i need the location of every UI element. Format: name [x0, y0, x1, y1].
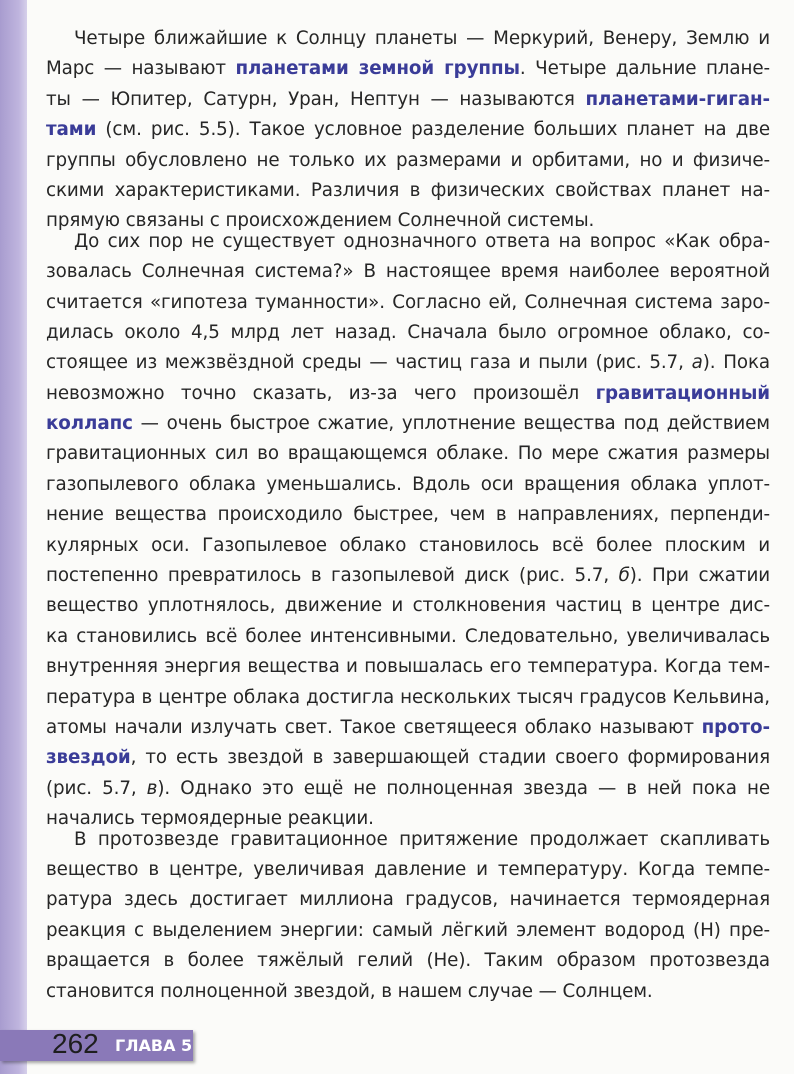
page-footer: [0, 1030, 193, 1061]
key-term: тами: [46, 119, 97, 141]
text-segment: ты — Юпитер, Сатурн, Уран, Нептун — называются: [46, 88, 586, 110]
text-segment: вещество уплотнялось, движение и столкновения частиц в центре дис-: [46, 595, 770, 617]
body-text: [46, 24, 770, 1002]
text-line: [46, 885, 770, 915]
text-segment: б: [618, 565, 630, 587]
text-segment: начались термоядерные реакции.: [46, 808, 374, 830]
paragraph: [46, 227, 770, 835]
text-line: [46, 348, 770, 378]
text-segment: невозможно точно сказать, из-за чего произошёл: [46, 382, 596, 404]
text-line: [46, 825, 770, 855]
key-term: гравитационный: [595, 382, 770, 404]
text-segment: реакция с выделением энергии: самый лёгкий элемент водород (H) пре-: [46, 919, 770, 941]
text-line: [46, 561, 770, 591]
text-segment: ). При сжатии: [629, 565, 770, 587]
text-segment: дилась около 4,5 млрд лет назад. Сначала было огромное облако, со-: [46, 321, 770, 343]
key-term: коллапс: [46, 413, 133, 435]
text-line: [46, 500, 770, 530]
text-segment: а: [691, 352, 703, 374]
text-segment: ). Пока: [702, 352, 770, 374]
text-segment: Марс — называют: [46, 58, 236, 80]
text-segment: считается «гипотеза туманности». Согласно ей, Солнечная система заро-: [46, 291, 770, 313]
text-segment: В протозвезде гравитационное притяжение продолжает скапливать: [74, 828, 770, 850]
text-segment: становится полноценной звездой, в нашем случае — Солнцем.: [46, 980, 653, 1002]
text-segment: До сих пор не существует однозначного ответа на вопрос «Как обра-: [74, 230, 770, 252]
text-segment: вещество в центре, увеличивая давление и температуру. Когда темпе-: [46, 858, 770, 880]
text-line: [46, 85, 770, 115]
text-line: [46, 977, 770, 1007]
key-term: звездой: [46, 747, 131, 769]
text-segment: атомы начали излучать свет. Такое светящееся облако называют: [46, 716, 702, 738]
chapter-label: ГЛАВА 5: [115, 1036, 193, 1055]
paragraph: [46, 825, 770, 1007]
text-segment: ратура здесь достигает миллиона градусов, начинается термоядерная: [46, 889, 770, 911]
text-line: [46, 916, 770, 946]
text-line: [46, 115, 770, 145]
text-segment: ). Однако это ещё не полноценная звезда — в ней пока не: [157, 777, 770, 799]
text-line: [46, 146, 770, 176]
text-segment: в: [146, 777, 158, 799]
text-line: [46, 683, 770, 713]
text-line: [46, 318, 770, 348]
text-line: [46, 622, 770, 652]
text-segment: , то есть звездой в завершающей стадии своего формирования: [130, 747, 770, 769]
text-line: [46, 470, 770, 500]
page-edge-strip: [0, 0, 27, 1074]
text-segment: (рис. 5.7,: [46, 777, 147, 799]
text-line: [46, 652, 770, 682]
text-segment: гравитационных сил во вращающемся облаке. По мере сжатия размеры: [46, 443, 770, 465]
text-segment: газопылевого облака уменьшались. Вдоль оси вращения облака уплот-: [46, 473, 770, 495]
text-segment: — очень быстрое сжатие, уплотнение вещества под действием: [132, 413, 770, 435]
text-line: [46, 439, 770, 469]
text-line: [46, 743, 770, 773]
text-line: [46, 713, 770, 743]
key-term: планетами-гиган-: [585, 88, 770, 110]
text-segment: стоящее из межзвёздной среды — частиц газа и пыли (рис. 5.7,: [46, 352, 692, 374]
text-segment: ка становились всё более интенсивными. Следовательно, увеличивалась: [46, 625, 770, 647]
text-line: [46, 774, 770, 804]
text-line: [46, 257, 770, 287]
text-segment: нение вещества происходило быстрее, чем в направлениях, перпенди-: [46, 504, 770, 526]
text-line: [46, 946, 770, 976]
text-line: [46, 409, 770, 439]
text-segment: вращается в более тяжёлый гелий (He). Таким образом протозвезда: [46, 950, 770, 972]
text-line: [46, 591, 770, 621]
key-term: прото-: [701, 716, 770, 738]
text-line: [46, 227, 770, 257]
text-segment: группы обусловлено не только их размерами и орбитами, но и физиче-: [46, 149, 770, 171]
text-segment: прямую связаны с происхождением Солнечной системы.: [46, 210, 595, 232]
text-line: [46, 176, 770, 206]
text-segment: (см. рис. 5.5). Такое условное разделение больших планет на две: [96, 119, 770, 141]
text-segment: зовалась Солнечная система?» В настоящее время наиболее вероятной: [46, 261, 770, 283]
key-term: планетами земной группы: [235, 58, 520, 80]
text-line: [46, 288, 770, 318]
text-segment: скими характеристиками. Различия в физических свойствах планет на-: [46, 179, 770, 201]
text-segment: кулярных оси. Газопылевое облако становилось всё более плоским и: [46, 534, 770, 556]
text-segment: внутренняя энергия вещества и повышалась его температура. Когда тем-: [46, 656, 770, 678]
text-line: [46, 24, 770, 54]
text-segment: постепенно превратилось в газопылевой диск (рис. 5.7,: [46, 565, 619, 587]
text-line: [46, 855, 770, 885]
text-segment: пература в центре облака достигла нескольких тысяч градусов Кельвина,: [46, 686, 770, 708]
text-line: [46, 379, 770, 409]
page-number: 262: [52, 1028, 99, 1059]
paragraph: [46, 24, 770, 237]
text-segment: . Четыре дальние плане-: [519, 58, 770, 80]
text-line: [46, 54, 770, 84]
text-segment: Четыре ближайшие к Солнцу планеты — Меркурий, Венеру, Землю и: [74, 28, 770, 49]
text-line: [46, 531, 770, 561]
